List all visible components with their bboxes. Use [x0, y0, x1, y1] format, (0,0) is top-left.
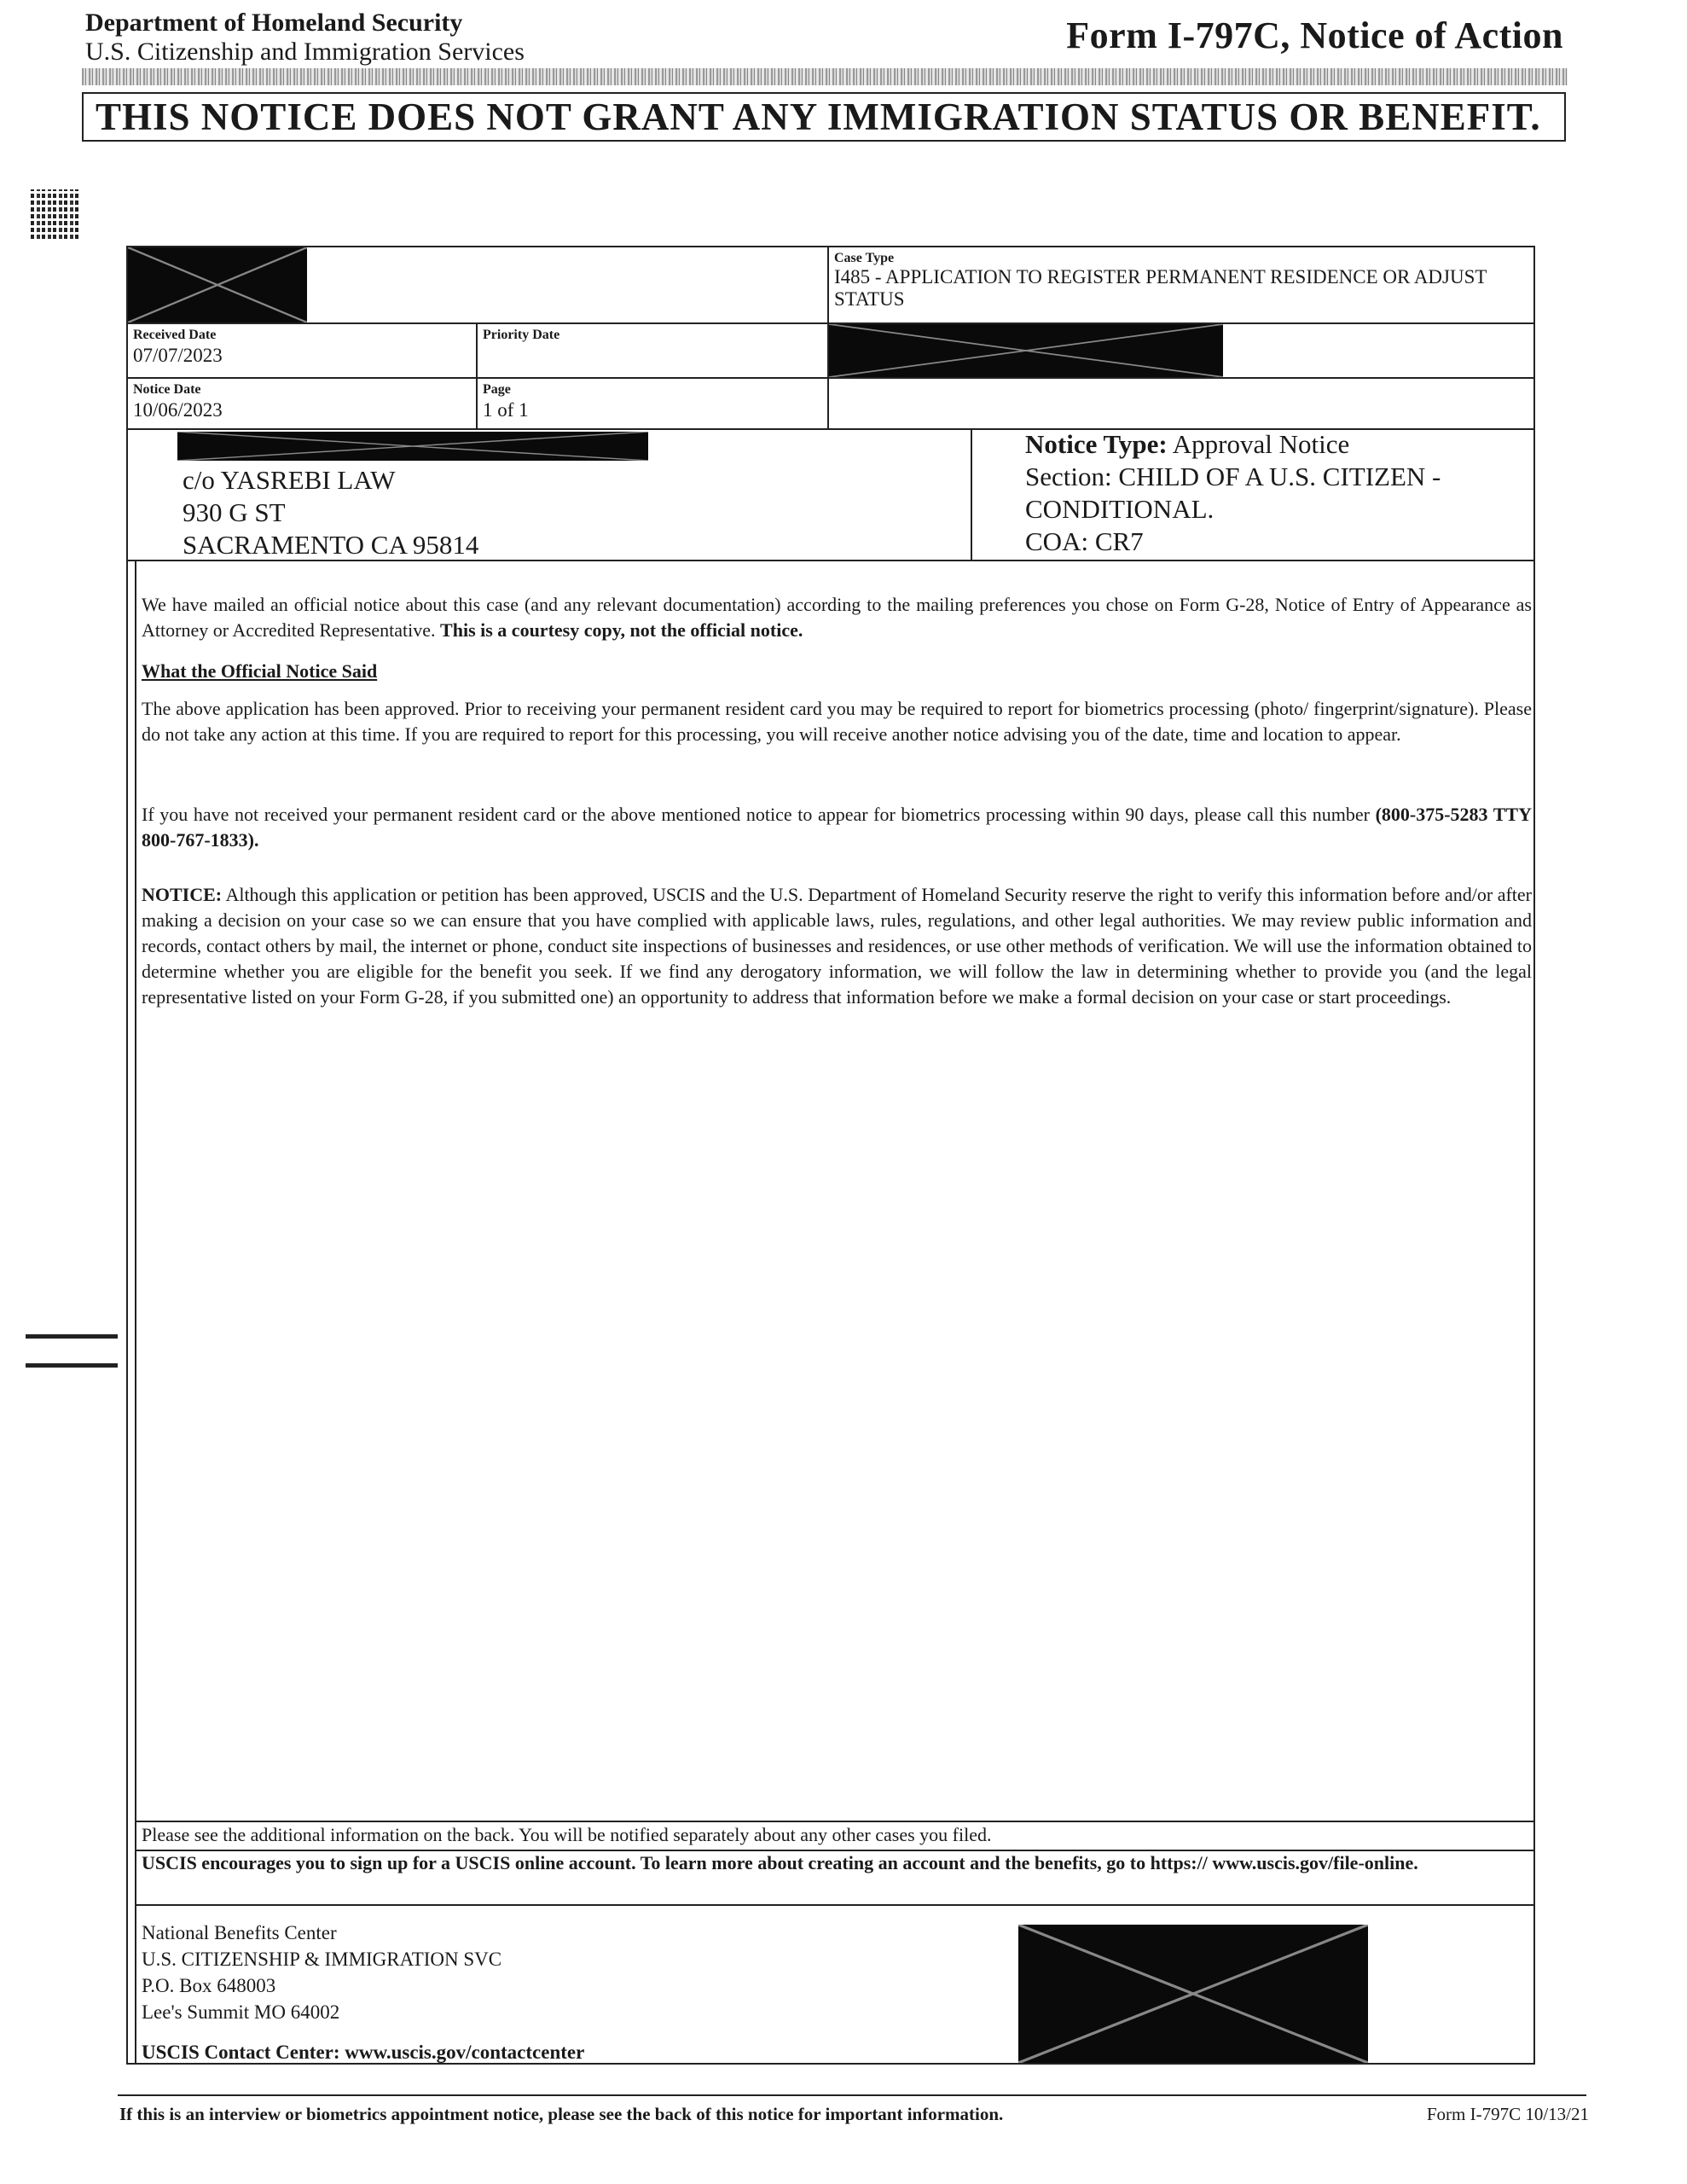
agency-subname: U.S. Citizenship and Immigration Services [85, 38, 525, 66]
phone-number: (800-375-5283 TTY 800-767-1833). [142, 804, 1532, 851]
online-account-text: USCIS encourages you to sign up for a USCIS online account. To learn more about creating an account and the benefits, go to https:// www.uscis.gov/file-online. [142, 1852, 1418, 1873]
received-date-label: Received Date [133, 328, 217, 342]
grid-line [476, 322, 478, 428]
grid-line [135, 1904, 1535, 1906]
redacted-barcode [1018, 1925, 1368, 2063]
redacted-name [177, 432, 648, 461]
notice-type-label: Notice Type: [1025, 429, 1168, 459]
notice-date-label: Notice Date [133, 382, 201, 397]
barcode-icon [31, 189, 80, 239]
office-address [142, 1920, 501, 2025]
office-line: Lee's Summit MO 64002 [142, 2001, 340, 2023]
additional-info-text: Please see the additional information on the back. You will be notified separately about any other cases you filed. [142, 1824, 992, 1845]
mailing-address [183, 464, 478, 561]
grid-line [971, 428, 972, 560]
section-heading: What the Official Notice Said [142, 660, 378, 682]
intro-paragraph [142, 592, 1532, 643]
courtesy-copy-text: This is a courtesy copy, not the official notice. [440, 619, 803, 641]
office-line: P.O. Box 648003 [142, 1975, 276, 1996]
section-line: CONDITIONAL. [1025, 494, 1215, 524]
form-title: Form I-797C, Notice of Action [1066, 15, 1563, 56]
received-date-value: 07/07/2023 [133, 345, 223, 366]
biometrics-text: If you have not received your permanent resident card or the above mentioned notice to appear for biometrics processing within 90 days, please call this number [142, 804, 1370, 825]
case-type-value: I485 - APPLICATION TO REGISTER PERMANENT RESIDENCE OR ADJUST STATUS [834, 266, 1487, 310]
warning-banner: THIS NOTICE DOES NOT GRANT ANY IMMIGRATION STATUS OR BENEFIT. [82, 92, 1566, 142]
margin-mark [26, 1334, 118, 1339]
intro-text: We have mailed an official notice about this case (and any relevant documentation) according to the mailing preferences you chose on Form G-28, Notice of Entry of Appearance as Attorney or Accredited Representative. [142, 594, 1532, 641]
notice-label: NOTICE: [142, 884, 223, 905]
notice-paragraph [142, 882, 1532, 1010]
grid-line [135, 560, 136, 2065]
agency-name: Department of Homeland Security [85, 9, 463, 37]
case-type-label: Case Type [834, 251, 895, 265]
coa-line: COA: CR7 [1025, 526, 1144, 556]
page-value: 1 of 1 [483, 399, 529, 421]
grid-line [126, 377, 1535, 379]
redacted-block [829, 324, 1223, 377]
notice-type-value: Approval Notice [1172, 429, 1350, 459]
priority-date-label: Priority Date [483, 328, 560, 342]
bottom-note: If this is an interview or biometrics appointment notice, please see the back of this notice for important information. [119, 2104, 1004, 2124]
address-line: c/o YASREBI LAW [183, 465, 396, 495]
form-version: Form I-797C 10/13/21 [1426, 2104, 1589, 2124]
page-label: Page [483, 382, 511, 397]
agency-block [85, 9, 525, 67]
bottom-rule [118, 2094, 1586, 2096]
section-line: Section: CHILD OF A U.S. CITIZEN - [1025, 462, 1441, 491]
approval-paragraph: The above application has been approved. Prior to receiving your permanent resident card you may be required to report for biometrics processing (photo/ fingerprint/signature). Please do not take any action at this time. If you are required to report for this processing, you will receive another notice advising you of the date, time and location to appear. [142, 698, 1532, 745]
office-line: U.S. CITIZENSHIP & IMMIGRATION SVC [142, 1949, 502, 1970]
address-line: SACRAMENTO CA 95814 [183, 530, 479, 560]
notice-text: Although this application or petition has been approved, USCIS and the U.S. Department of Homeland Security reserve the right to verify this information before and/or after making a decision on your case so we can ensure that you have complied with applicable laws, rules, regulations, and other legal authorities. We may review public information and records, contact others by mail, the internet or phone, conduct site inspections of businesses and residences, or use other methods of verification. We will use the information obtained to determine whether you are eligible for the benefit you seek. If we find any derogatory information, we will follow the law in determining whether to provide you (and the legal representative listed on your Form G-28, if you submitted one) an opportunity to address that information before we make a formal decision on your case or start proceedings. [142, 884, 1532, 1008]
redacted-block [128, 247, 307, 322]
address-line: 930 G ST [183, 497, 286, 527]
office-line: National Benefits Center [142, 1922, 337, 1943]
grid-line [135, 1821, 1535, 1822]
margin-mark [26, 1363, 118, 1368]
contact-center-text: USCIS Contact Center: www.uscis.gov/contactcenter [142, 2042, 585, 2063]
notice-date-value: 10/06/2023 [133, 399, 223, 421]
biometrics-paragraph [142, 802, 1532, 853]
scan-noise-band [82, 68, 1568, 85]
notice-type-block [1025, 428, 1528, 558]
